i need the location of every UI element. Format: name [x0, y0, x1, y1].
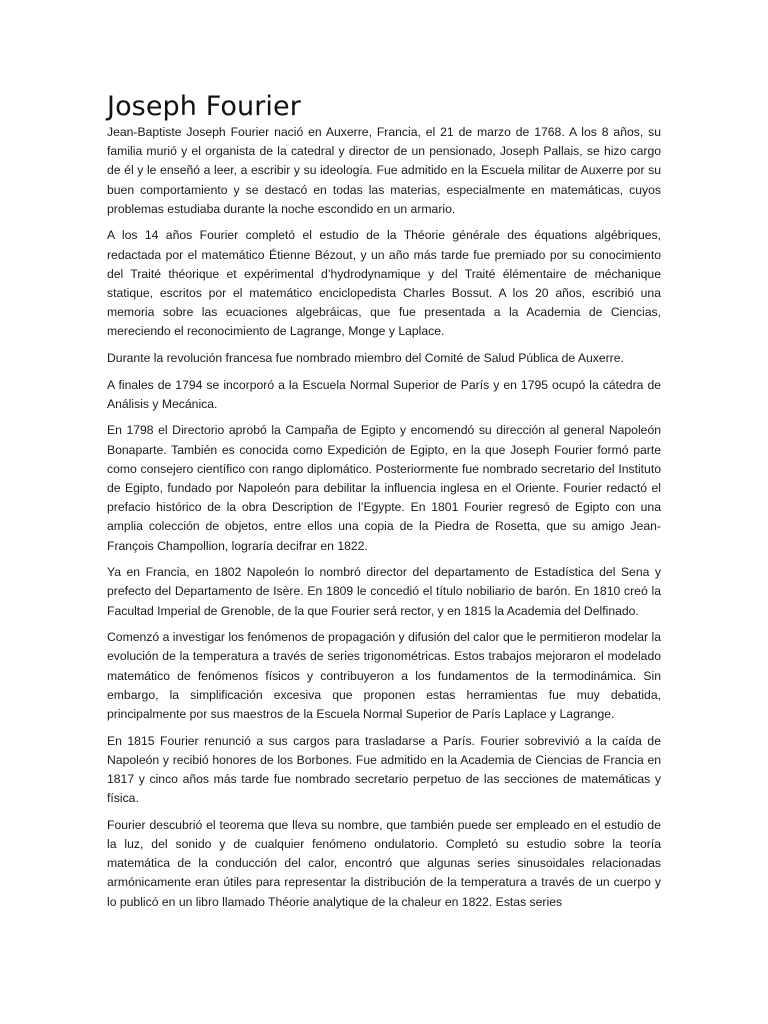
document-title: Joseph Fourier: [107, 91, 301, 122]
paragraph-prefect: Ya en Francia, en 1802 Napoleón lo nombró director del departamento de Estadística del Sena y prefecto del Departamento de Isère. En 1809 le concedió el título nobiliario de barón. En 1810 creó la Facultad Imperial de Grenoble, de la que Fourier será rector, y en 1815 la Academia del Delfinado.: [107, 565, 661, 618]
paragraph-heat-research: Comenzó a investigar los fenómenos de propagación y difusión del calor que le permitieron modelar la evolución de la temperatura a través de series trigonométricas. Estos trabajos mejoraron el modelado matemático de fenómenos físicos y contribuyeron a los fundamentos de la termodinámica. Sin embargo, la simplificación excesiva que proponen estas herramientas fue muy debatida, principalmente por sus maestros de la Escuela Normal Superior de París Laplace y Lagrange.: [107, 630, 661, 722]
document-page: [107, 88, 661, 919]
paragraph-revolution: Durante la revolución francesa fue nombrado miembro del Comité de Salud Pública de Auxerre.: [107, 351, 624, 366]
paragraph-theorem: Fourier descubrió el teorema que lleva su nombre, que también puede ser empleado en el estudio de la luz, del sonido y de cualquier fenómeno ondulatorio. Completó su estudio sobre la teoría matemática de la conducción del calor, encontró que algunas series sinusoidales relacionadas armónicamente eran útiles para representar la distribución de la temperatura a través de un cuerpo y lo publicó en un libro llamado Théorie analytique de la chaleur en 1822. Estas series: [107, 817, 661, 909]
paragraph-egypt: En 1798 el Directorio aprobó la Campaña de Egipto y encomendó su dirección al general Napoleón Bonaparte. También es conocida como Expedición de Egipto, en la que Joseph Fourier formó parte como consejero científico con rango diplomático. Posteriormente fue nombrado secretario del Instituto de Egipto, fundado por Napoleón para debilitar la influencia inglesa en el Oriente. Fourier redactó el prefacio histórico de la obra Description de l’Egypte. En 1801 Fourier regresó de Egipto con una amplia colección de objetos, entre ellos una copia de la Piedra de Rosetta, que su amigo Jean-François Champollion, lograría decifrar en 1822.: [107, 423, 661, 553]
paragraph-paris: En 1815 Fourier renunció a sus cargos para trasladarse a París. Fourier sobrevivió a la caída de Napoleón y recibió honores de los Borbones. Fue admitido en la Academia de Ciencias de Francia en 1817 y cinco años más tarde fue nombrado secretario perpetuo de las secciones de matemáticas y física.: [107, 733, 661, 806]
paragraph-birth: Jean-Baptiste Joseph Fourier nació en Auxerre, Francia, el 21 de marzo de 1768. A los 8 años, su familia murió y el organista de la catedral y director de un pensionado, Joseph Pallais, se hizo cargo de él y le enseñó a leer, a escribir y su ideología. Fue admitido en la Escuela militar de Auxerre por su buen comportamiento y se destacó en todas las materias, especialmente en matemáticas, cuyos problemas estudiaba durante la noche escondido en un armario.: [107, 125, 661, 216]
paragraph-youth: A los 14 años Fourier completó el estudio de la Théorie générale des équations algébriques, redactada por el matemático Étienne Bézout, y un año más tarde fue premiado por su conocimiento del Traité théorique et expérimental d’hydrodynamique y del Traité élémentaire de méchanique statique, escritos por el matemático enciclopedista Charles Bossut. A los 20 años, escribió una memoria sobre las ecuaciones algebráicas, que fue presentada a la Academia de Ciencias, mereciendo el reconocimiento de Lagrange, Monge y Laplace.: [107, 228, 661, 339]
paragraph-normal-school: A finales de 1794 se incorporó a la Escuela Normal Superior de París y en 1795 ocupó la cátedra de Análisis y Mecánica.: [107, 377, 661, 411]
